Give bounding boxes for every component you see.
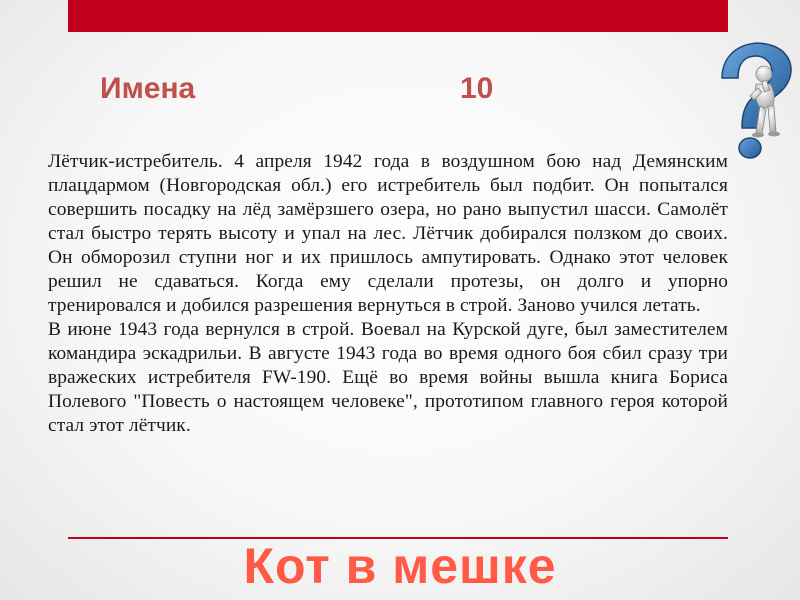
- question-paragraph-2: В июне 1943 года вернулся в строй. Воевал на Курской дуге, был заместителем командира эскадрильи. В августе 1943 года во время одного боя сбил сразу три вражеских истребителя FW-190. Ещё во время войны вышла книга Бориса Полевого "Повесть о настоящем человеке", прототипом главного героя которой стал этот лётчик.: [48, 319, 728, 436]
- category-title: Кот в мешке: [243, 538, 557, 594]
- top-accent-bar: [68, 0, 728, 32]
- question-text: [48, 150, 728, 438]
- question-paragraph-1: Лётчик-истребитель. 4 апреля 1942 года в воздушном бою над Демянским плацдармом (Новгородская обл.) его истребитель был подбит. Он попытался совершить посадку на лёд замёрзшего озера, но рано выпустил шасси. Самолёт стал быстро терять высоту и упал на лес. Лётчик добирался ползком до своих. Он обморозил ступни ног и их пришлось ампутировать. Однако этот человек решил не сдаваться. Когда ему сделали протезы, он долго и упорно тренировался и добился разрешения вернуться в строй. Заново учился летать.: [48, 151, 728, 316]
- slide-title: Имена: [100, 72, 196, 105]
- points-value: 10: [460, 72, 494, 105]
